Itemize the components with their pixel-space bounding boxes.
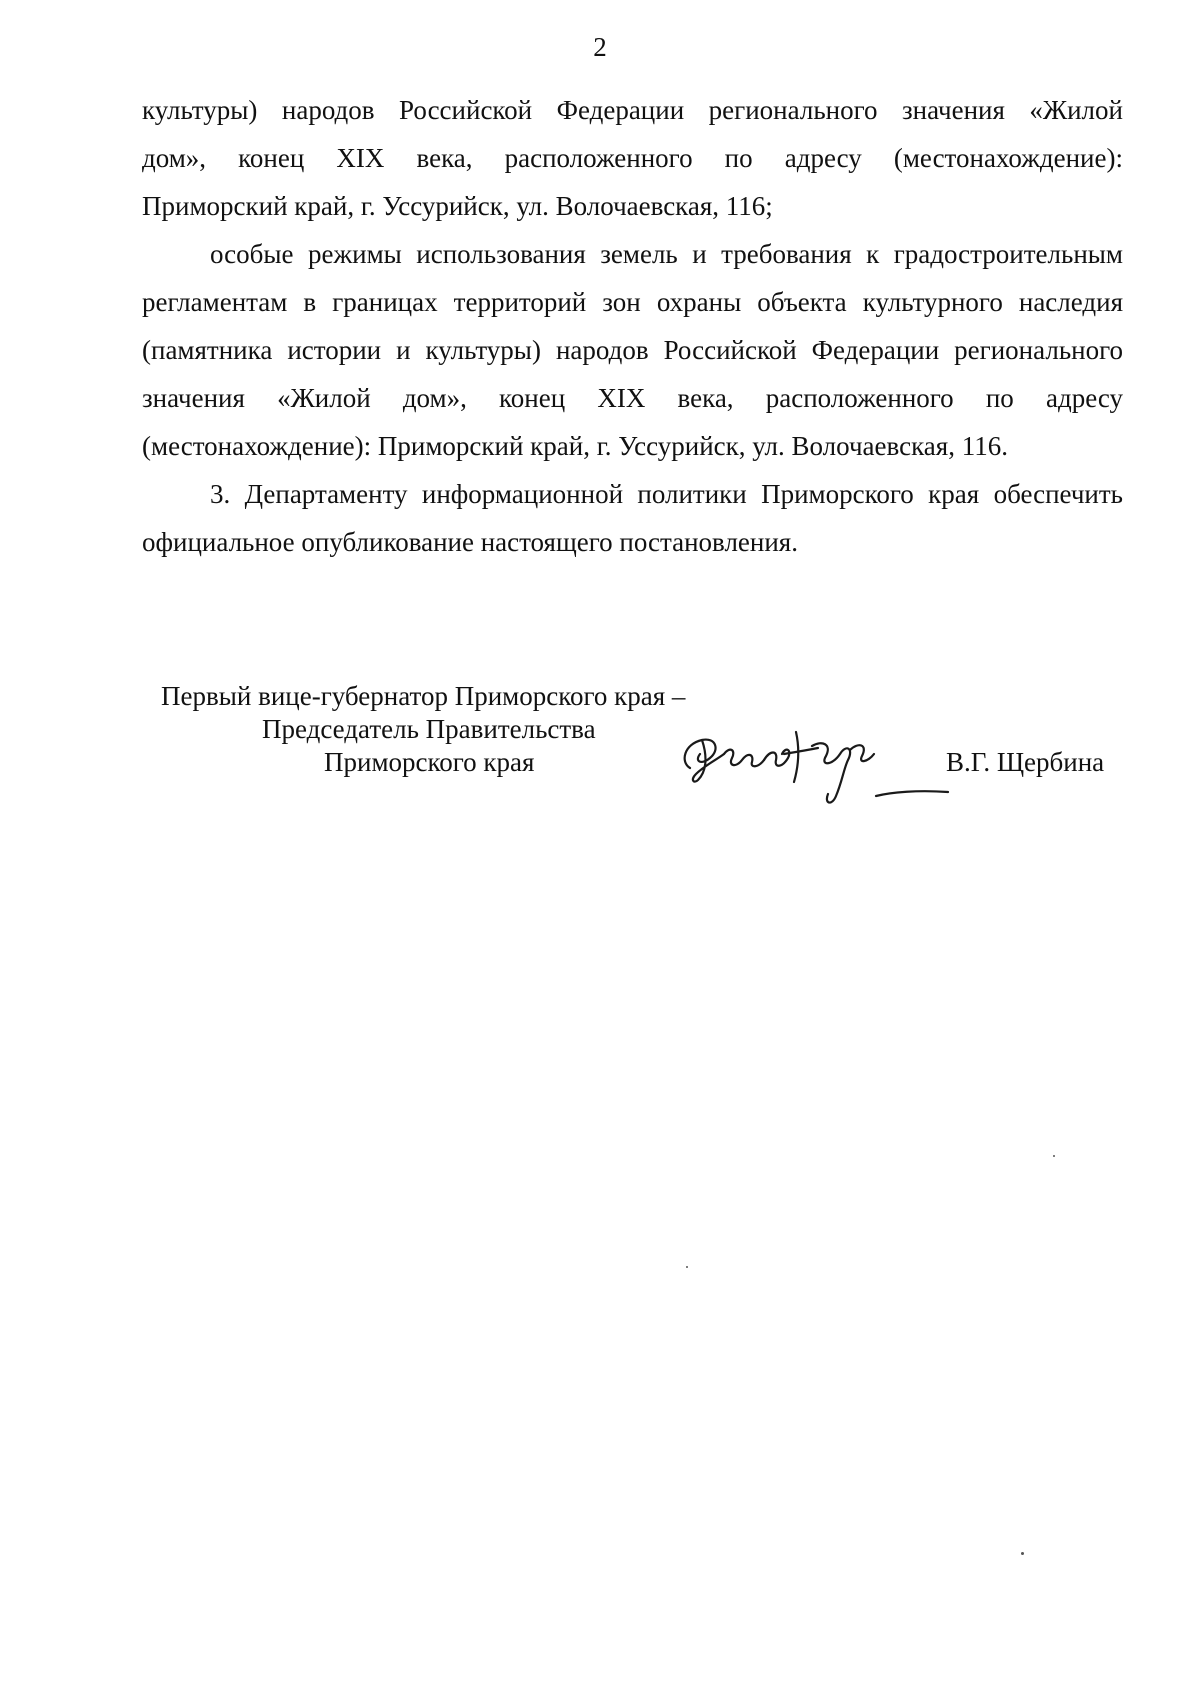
text-line: особые режимы использования земель и требования к градостроительным xyxy=(210,239,1123,269)
scan-speck xyxy=(686,1266,688,1268)
scan-speck xyxy=(1053,1155,1055,1157)
text-line: Приморский край, г. Уссурийск, ул. Волочаевская, 116; xyxy=(142,191,773,221)
paragraph-continuation xyxy=(142,86,1123,230)
paragraph-special-regimes xyxy=(142,230,1123,470)
signatory-title-line-2: Председатель Правительства xyxy=(262,714,596,744)
text-line: культуры) народов Российской Федерации регионального значения «Жилой xyxy=(142,95,1123,125)
text-line: значения «Жилой дом», конец XIX века, расположенного по адресу xyxy=(142,383,1123,413)
page-number: 2 xyxy=(593,32,607,62)
paragraph-item-3 xyxy=(142,470,1123,566)
document-body xyxy=(142,86,1123,566)
handwritten-signature xyxy=(672,710,952,810)
signature-block xyxy=(0,680,1200,800)
text-line: официальное опубликование настоящего постановления. xyxy=(142,527,798,557)
text-line: регламентам в границах территорий зон охраны объекта культурного наследия xyxy=(142,287,1123,317)
signatory-title-line-1: Первый вице-губернатор Приморского края – xyxy=(161,681,686,711)
text-line: 3. Департаменту информационной политики Приморского края обеспечить xyxy=(210,479,1123,509)
text-line: (памятника истории и культуры) народов Российской Федерации регионального xyxy=(142,335,1123,365)
text-line: (местонахождение): Приморский край, г. Уссурийск, ул. Волочаевская, 116. xyxy=(142,431,1008,461)
text-line: дом», конец XIX века, расположенного по адресу (местонахождение): xyxy=(142,143,1123,173)
scan-speck xyxy=(1021,1552,1024,1555)
signatory-name: В.Г. Щербина xyxy=(946,747,1105,777)
signatory-title-line-3: Приморского края xyxy=(324,747,535,777)
